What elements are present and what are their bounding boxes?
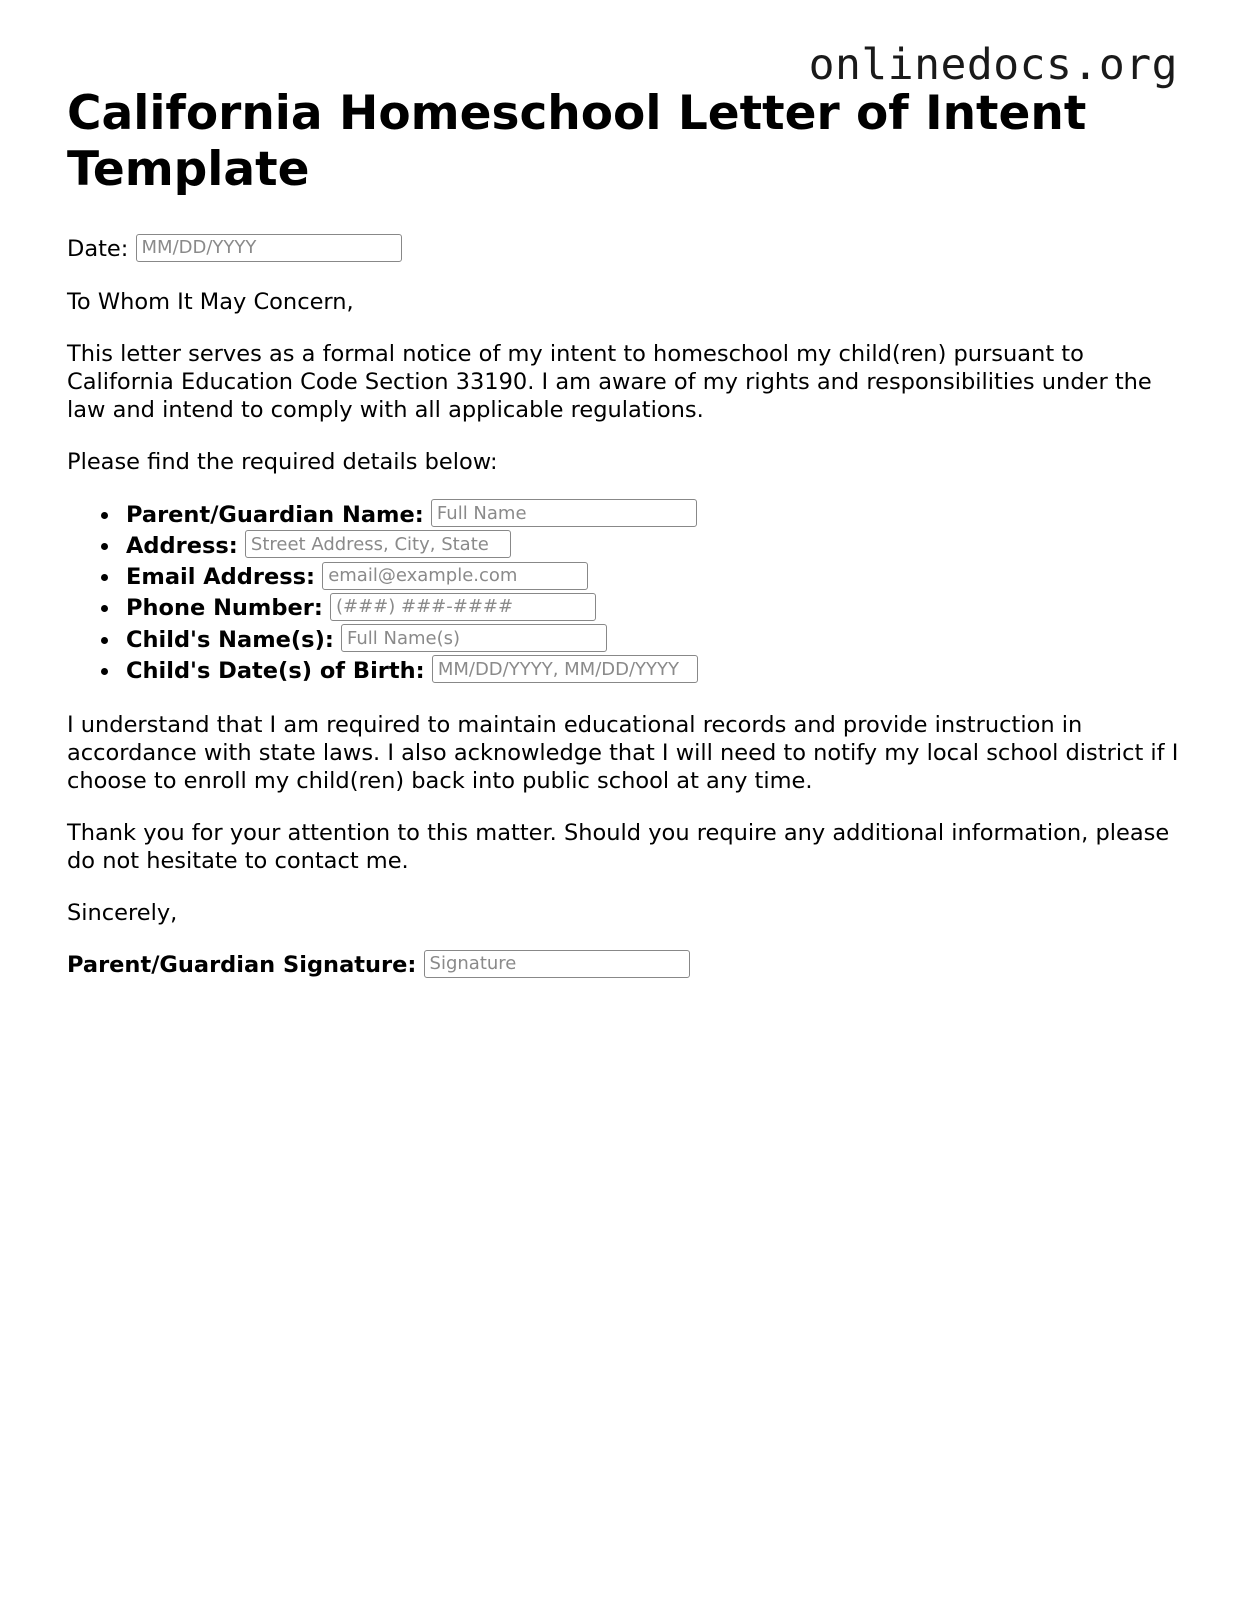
email-label: Email Address: — [126, 564, 316, 591]
page-title: California Homeschool Letter of Intent Template — [67, 86, 1087, 197]
child-names-label: Child's Name(s): — [126, 626, 334, 653]
signature-input[interactable] — [424, 950, 690, 978]
list-item-phone — [126, 593, 1179, 624]
signature-label: Parent/Guardian Signature: — [67, 952, 417, 979]
list-item-child-names — [126, 625, 1179, 656]
details-intro: Please find the required details below: — [67, 448, 498, 475]
greeting: To Whom It May Concern, — [67, 288, 354, 315]
child-names-input[interactable] — [341, 624, 607, 652]
date-input[interactable] — [136, 234, 402, 262]
email-input[interactable] — [322, 562, 588, 590]
intro-paragraph: This letter serves as a formal notice of my intent to homeschool my child(ren) pursuant to California Education Code Section 33190. I am aware of my rights and responsibilities under the law and intend to comply with all applicable regulations. — [67, 340, 1152, 423]
letter-document — [67, 86, 1179, 980]
parent-name-input[interactable] — [431, 499, 697, 527]
understanding-paragraph: I understand that I am required to maintain educational records and provide instruction in accordance with state laws. I also acknowledge that I will need to notify my local school district if I choose to enroll my child(ren) back into public school at any time. — [67, 712, 1179, 795]
site-watermark: onlinedocs.org — [808, 40, 1178, 90]
address-input[interactable] — [245, 530, 511, 558]
closing: Sincerely, — [67, 900, 178, 927]
parent-name-label: Parent/Guardian Name: — [126, 501, 424, 528]
date-label: Date: — [67, 236, 129, 262]
list-item-address — [126, 531, 1179, 562]
phone-label: Phone Number: — [126, 595, 323, 622]
child-dob-label: Child's Date(s) of Birth: — [126, 657, 425, 684]
thanks-paragraph: Thank you for your attention to this matter. Should you require any additional information, please do not hesitate to contact me. — [67, 820, 1170, 875]
list-item-email — [126, 562, 1179, 593]
signature-row — [67, 951, 1179, 980]
child-dob-input[interactable] — [432, 655, 698, 683]
details-list — [67, 500, 1179, 688]
list-item-child-dob — [126, 656, 1179, 687]
date-row — [67, 235, 1179, 264]
phone-input[interactable] — [330, 593, 596, 621]
list-item-parent-name — [126, 500, 1179, 531]
address-label: Address: — [126, 532, 238, 559]
